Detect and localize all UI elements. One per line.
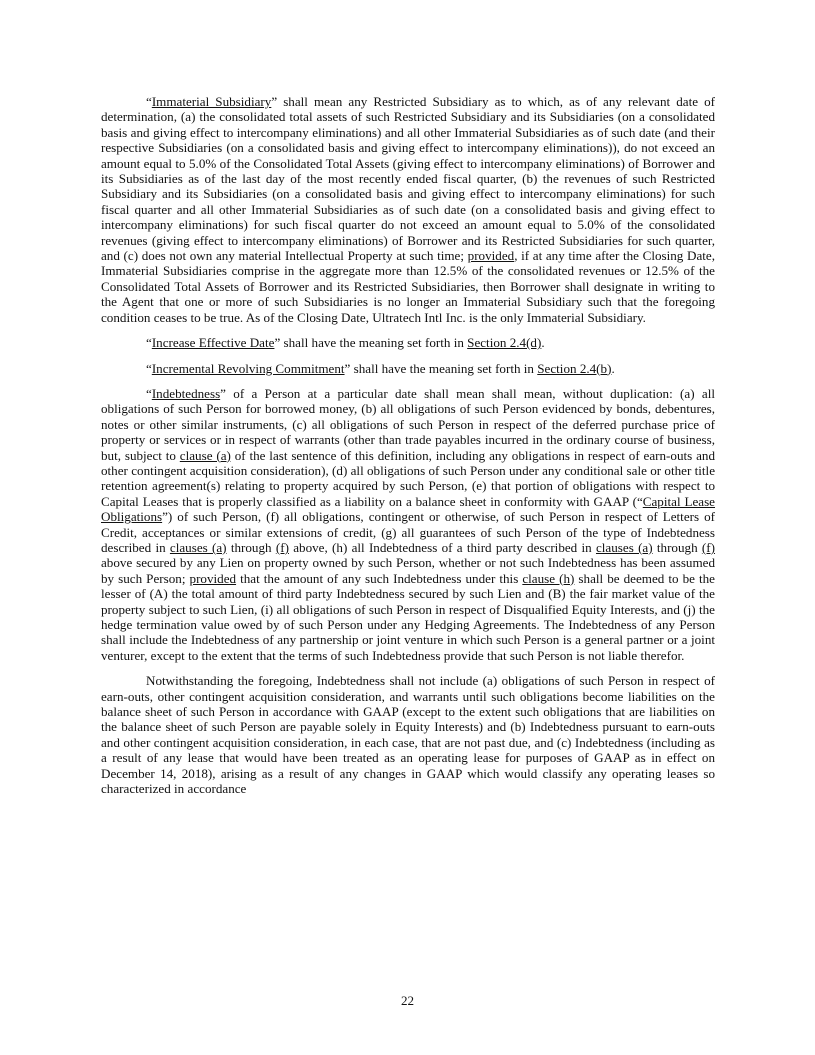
body-text: through xyxy=(652,539,702,555)
body-text: . xyxy=(541,335,545,351)
underlined-term: clauses (a) xyxy=(169,539,227,555)
body-text: “ xyxy=(146,360,152,376)
underlined-term: clause (a) xyxy=(179,447,231,463)
definition-immaterial-subsidiary xyxy=(101,94,715,325)
underlined-term: Immaterial Subsidiary xyxy=(151,94,272,109)
underlined-term: Incremental Revolving Commitment xyxy=(151,360,345,376)
definition-indebtedness xyxy=(101,386,715,663)
underlined-term: Section 2.4(b) xyxy=(537,360,612,376)
body-text: ”) of such Person, (f) all obligations, contingent or otherwise, of such Person in respect of Letters of Credit, acceptances or similar extensions of credit, (g) all guarantees of such Person of the type of Indebtedness described in xyxy=(101,509,715,555)
body-text: “ xyxy=(146,94,152,109)
underlined-term: clauses (a) xyxy=(595,539,653,555)
underlined-term: Capital Lease Obligations xyxy=(101,493,715,525)
underlined-term: Indebtedness xyxy=(151,385,221,401)
body-text: . xyxy=(611,360,615,376)
underlined-term: Section 2.4(d) xyxy=(467,335,542,351)
body-text: ” shall have the meaning set forth in xyxy=(274,335,468,351)
body-text: through xyxy=(226,539,276,555)
body-text: above secured by any Lien on property owned by such Person, whether or not such Indebtedness has been assumed by such Person; xyxy=(101,555,715,586)
underlined-term: (f) xyxy=(275,539,289,555)
underlined-term: (f) xyxy=(701,539,715,555)
body-text: “ xyxy=(146,385,152,401)
underlined-term: Increase Effective Date xyxy=(151,335,275,351)
underlined-term: clause (h) xyxy=(522,570,575,586)
body-text: Notwithstanding the foregoing, Indebtedness shall not include (a) obligations of such Person in respect of earn-outs, other contingent acquisition consideration, and warrants until such obligations become liabilities on the balance sheet of such Person in accordance with GAAP (except to the extent such obligations that are liabilities on the balance sheet of such Person are payable solely in Equity Interests) and (b) Indebtedness pursuant to earn-outs and other contingent acquisition consideration, in each case, that are not past due, and (c) Indebtedness (including as a result of any lease that would have been treated as an operating lease for purposes of GAAP as in effect on December 14, 2018), arising as a result of any changes in GAAP which would classify any operating leases so characterized in accordance xyxy=(101,673,715,797)
body-text: “ xyxy=(146,335,152,351)
body-text: that the amount of any such Indebtedness under this xyxy=(236,570,523,586)
body-text: shall be deemed to be the lesser of (A) the total amount of third party Indebtedness secured by such Lien and (B) the fair market value of the property subject to such Lien, (i) all obligations of such Person in respect of Disqualified Equity Interests, and (j) the hedge termination value owed by of such Person under any Hedging Agreements. The Indebtedness of any Person shall include the Indebtedness of any partnership or joint venture in which such Person is a general partner or a joint venturer, except to the extent that the terms of such Indebtedness provide that such Person is not liable therefor. xyxy=(101,570,715,663)
definition-incremental-revolving-commitment xyxy=(101,361,715,376)
body-text: ” shall mean any Restricted Subsidiary as to which, as of any relevant date of determination, (a) the consolidated total assets of such Restricted Subsidiary and its Subsidiaries (on a consolidated basis and giving effect to intercompany eliminations) and all other Immaterial Subsidiaries as of such date (and their respective Subsidiaries (on a consolidated basis and giving effect to intercompany eliminations)), do not exceed an amount equal to 5.0% of the Consolidated Total Assets (giving effect to intercompany eliminations) of Borrower and its Subsidiaries as of the last day of the most recently ended fiscal quarter, (b) the revenues of such Restricted Subsidiary and its Subsidiaries (on a consolidated basis and giving effect to intercompany eliminations) for such fiscal quarter and all other Immaterial Subsidiaries as of such date (on a consolidated basis and giving effect to intercompany eliminations) for such fiscal quarter do not exceed an amount equal to 5.0% of the consolidated revenues (giving effect to intercompany eliminations) of Borrower and its Restricted Subsidiaries for such quarter, and (c) does not own any material Intellectual Property at such time; xyxy=(101,94,715,264)
body-text: ” shall have the meaning set forth in xyxy=(344,360,538,376)
document-body xyxy=(101,94,715,796)
body-text: above, (h) all Indebtedness of a third party described in xyxy=(288,539,596,555)
page-number: 22 xyxy=(400,993,415,1008)
definition-increase-effective-date xyxy=(101,335,715,350)
underlined-term: provided xyxy=(467,248,515,264)
indebtedness-exclusions-paragraph xyxy=(101,673,715,796)
body-text: of the last sentence of this definition, including any obligations in respect of earn-outs and other contingent acquisition consideration), (d) all obligations of such Person under any conditional sale or other title retention agreement(s) relating to property acquired by such Person, (e) that portion of obligations with respect to Capital Leases that is properly classified as a liability on a balance sheet in conformity with GAAP (“ xyxy=(101,447,715,509)
underlined-term: provided xyxy=(189,570,237,586)
body-text: , if at any time after the Closing Date, Immaterial Subsidiaries comprise in the aggregate more than 12.5% of the consolidated revenues or 12.5% of the Consolidated Total Assets of Borrower and its Restricted Subsidiaries, then Borrower shall designate in writing to the Agent that one or more of such Subsidiaries is no longer an Immaterial Subsidiary such that the foregoing condition ceases to be true. As of the Closing Date, Ultratech Intl Inc. is the only Immaterial Subsidiary. xyxy=(101,248,715,325)
body-text: ” of a Person at a particular date shall mean shall mean, without duplication: (a) all obligations of such Person for borrowed money, (b) all obligations of such Person evidenced by bonds, debentures, notes or other similar instruments, (c) all obligations of such Person in respect of the deferred purchase price of property or services or in respect of warrants (other than trade payables incurred in the ordinary course of business, but, subject to xyxy=(101,385,715,463)
